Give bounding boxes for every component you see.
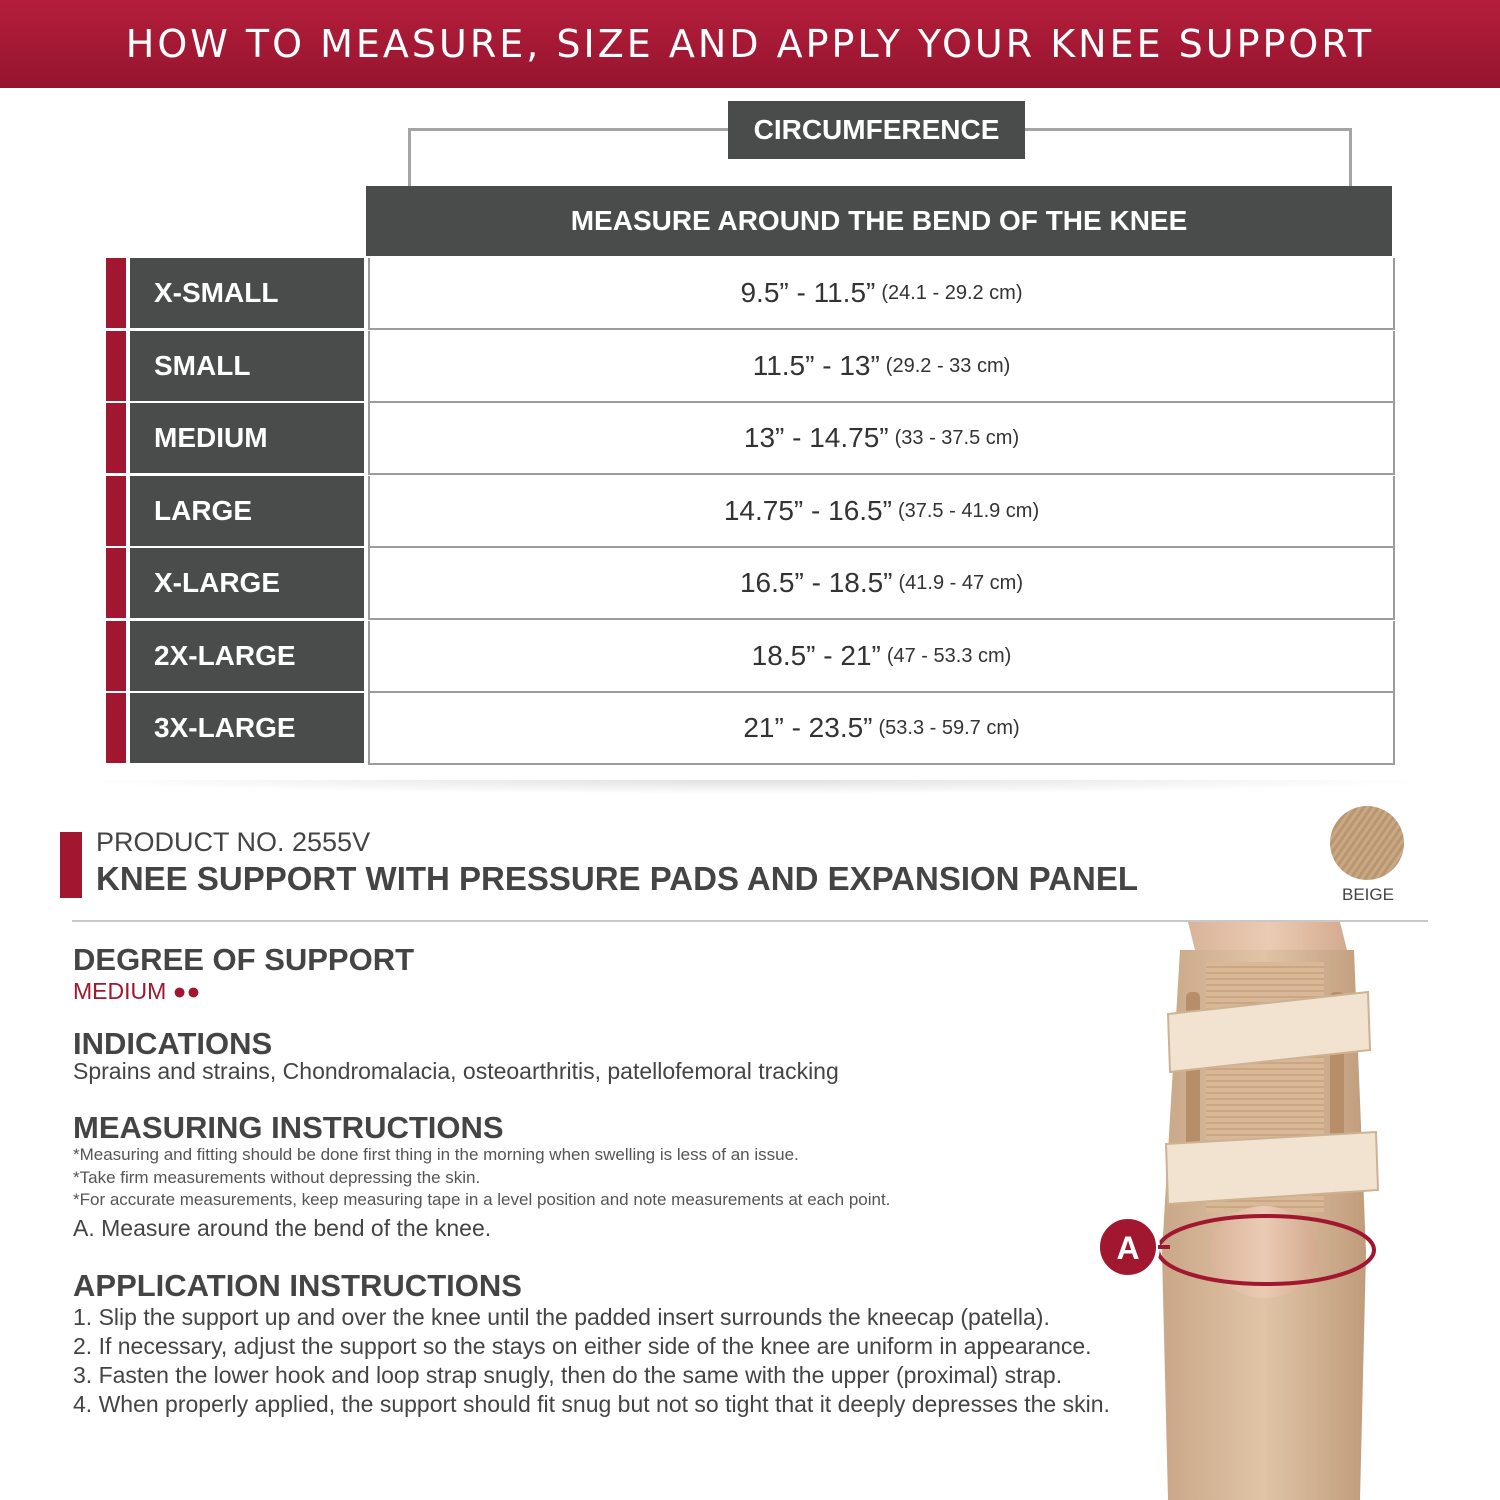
size-cm: (24.1 - 29.2 cm) — [881, 281, 1023, 304]
size-cm: (41.9 - 47 cm) — [898, 571, 1023, 594]
size-cm: (37.5 - 41.9 cm) — [897, 499, 1040, 522]
size-label: 2X-LARGE — [130, 621, 364, 691]
size-measurement — [368, 621, 1395, 693]
size-measurement — [368, 693, 1395, 765]
row-accent — [106, 258, 126, 328]
row-accent — [106, 548, 126, 618]
table-column-header: MEASURE AROUND THE BEND OF THE KNEE — [366, 186, 1392, 256]
knee-support-image — [1088, 922, 1440, 1500]
support-level: MEDIUM ●● — [73, 978, 201, 1004]
size-label: LARGE — [130, 476, 364, 546]
table-row — [106, 331, 1395, 403]
color-swatch — [1330, 806, 1404, 880]
application-step: 2. If necessary, adjust the support so the stays on either side of the knee are uniform in appearance. — [73, 1333, 1092, 1359]
size-cm: (53.3 - 59.7 cm) — [878, 716, 1020, 739]
size-label: X-SMALL — [130, 258, 364, 328]
measuring-note: *Take firm measurements without depressing the skin. — [73, 1168, 481, 1187]
measuring-heading: MEASURING INSTRUCTIONS — [73, 1110, 504, 1145]
support-heading: DEGREE OF SUPPORT — [73, 942, 415, 977]
product-number: PRODUCT NO. 2555V — [96, 827, 371, 857]
size-measurement — [368, 476, 1395, 548]
size-measurement — [368, 331, 1395, 403]
circumference-label: CIRCUMFERENCE — [728, 101, 1025, 159]
table-row — [106, 403, 1395, 475]
measuring-note: *Measuring and fitting should be done first thing in the morning when swelling is less of an issue. — [73, 1145, 799, 1164]
measuring-note: *For accurate measurements, keep measuring tape in a level position and note measurements at each point. — [73, 1190, 891, 1209]
size-cm: (47 - 53.3 cm) — [886, 644, 1012, 667]
measuring-step: A. Measure around the bend of the knee. — [73, 1215, 492, 1241]
row-accent — [106, 403, 126, 473]
marker-a-label: A — [1116, 1230, 1140, 1266]
size-measurement — [368, 258, 1395, 330]
header-banner — [0, 0, 1500, 88]
row-accent — [106, 476, 126, 546]
application-step: 3. Fasten the lower hook and loop strap snugly, then do the same with the upper (proximal) strap. — [73, 1362, 1063, 1388]
size-label: MEDIUM — [130, 403, 364, 473]
application-step: 1. Slip the support up and over the knee until the padded insert surrounds the kneecap (patella). — [73, 1304, 1050, 1330]
table-row — [106, 693, 1395, 765]
size-inches: 13” - 14.75” — [743, 422, 889, 453]
table-row — [106, 621, 1395, 693]
row-accent — [106, 621, 126, 691]
size-label: 3X-LARGE — [130, 693, 364, 763]
color-swatch-label: BEIGE — [1342, 885, 1394, 904]
size-inches: 16.5” - 18.5” — [739, 567, 893, 598]
size-measurement — [368, 548, 1395, 620]
size-inches: 9.5” - 11.5” — [740, 277, 876, 308]
size-cm: (33 - 37.5 cm) — [894, 426, 1020, 449]
indications-text: Sprains and strains, Chondromalacia, osteoarthritis, patellofemoral tracking — [73, 1058, 839, 1084]
application-heading: APPLICATION INSTRUCTIONS — [73, 1268, 522, 1303]
indications-heading: INDICATIONS — [73, 1026, 273, 1061]
table-row — [106, 476, 1395, 548]
table-row — [106, 548, 1395, 620]
size-label: SMALL — [130, 331, 364, 401]
row-accent — [106, 693, 126, 763]
product-accent-bar — [60, 832, 82, 898]
application-step: 4. When properly applied, the support should fit snug but not so tight that it deeply depresses the skin. — [73, 1391, 1110, 1417]
size-cm: (29.2 - 33 cm) — [885, 354, 1011, 377]
section-divider — [60, 780, 1450, 794]
size-inches: 18.5” - 21” — [751, 640, 881, 671]
product-title: KNEE SUPPORT WITH PRESSURE PADS AND EXPANSION PANEL — [96, 860, 1139, 897]
size-measurement — [368, 403, 1395, 475]
page-title: HOW TO MEASURE, SIZE AND APPLY YOUR KNEE SUPPORT — [125, 22, 1375, 66]
size-inches: 11.5” - 13” — [752, 350, 880, 381]
row-accent — [106, 331, 126, 401]
size-inches: 14.75” - 16.5” — [723, 495, 892, 526]
table-row — [106, 258, 1395, 330]
size-inches: 21” - 23.5” — [743, 712, 873, 743]
size-label: X-LARGE — [130, 548, 364, 618]
